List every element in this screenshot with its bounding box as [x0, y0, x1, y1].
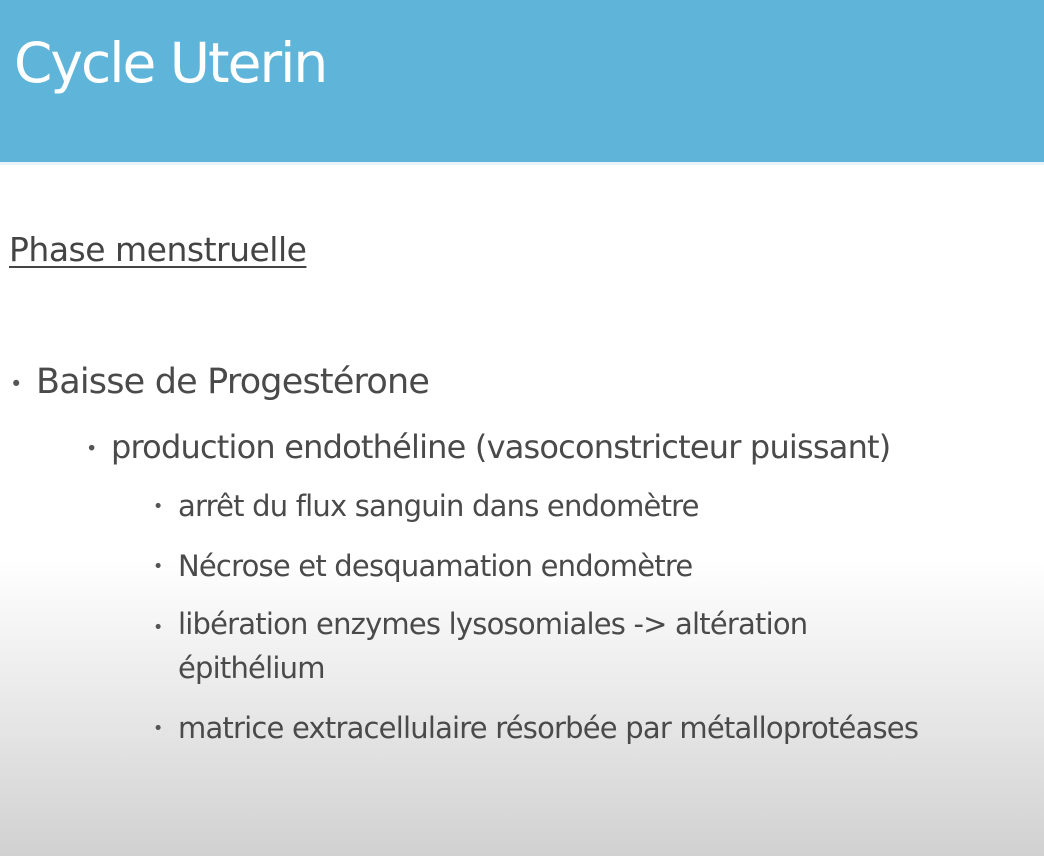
bullet-text: Baisse de Progestérone — [36, 362, 430, 402]
bullet-text: matrice extracellulaire résorbée par métalloprotéases — [178, 711, 919, 745]
title-divider — [0, 162, 1044, 165]
bullet-dot: • — [86, 437, 97, 460]
bullet-dot: • — [153, 719, 163, 739]
bullet-dot: • — [153, 557, 163, 577]
bullet-text — [178, 602, 807, 690]
bullet-dot: • — [10, 372, 22, 396]
bullet-dot: • — [153, 497, 163, 517]
bullet-text: Nécrose et desquamation endomètre — [178, 549, 693, 583]
bullet-text-line: libération enzymes lysosomiales -> altération — [178, 607, 808, 641]
slide-title: Cycle Uterin — [14, 31, 327, 95]
bullet-dot: • — [153, 618, 163, 638]
title-bar — [0, 0, 1044, 162]
bullet-text: arrêt du flux sanguin dans endomètre — [178, 489, 699, 523]
section-heading: Phase menstruelle — [9, 230, 307, 269]
bullet-text: production endothéline (vasoconstricteur puissant) — [111, 428, 891, 466]
bullet-text-line: épithélium — [178, 651, 325, 685]
